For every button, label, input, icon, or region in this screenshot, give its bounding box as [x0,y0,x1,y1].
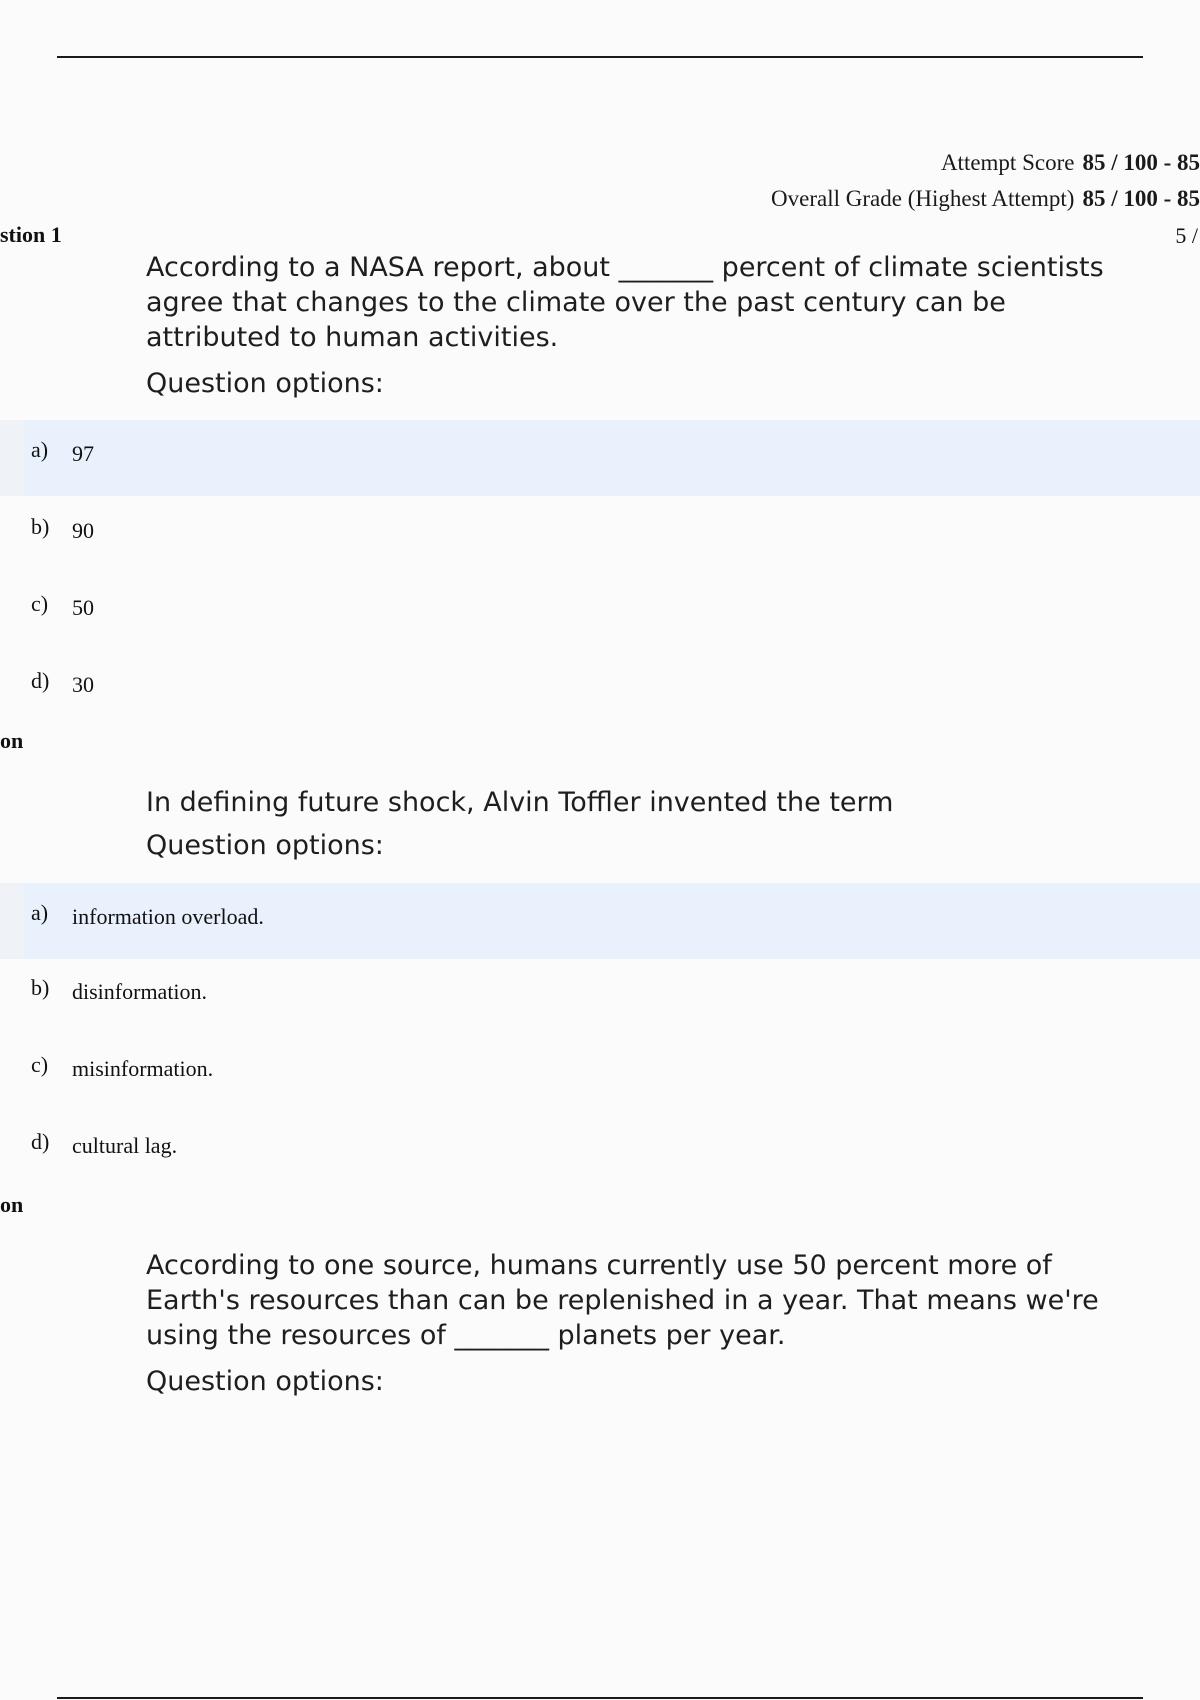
question-1-points: 5 / [1175,223,1198,248]
option-letter: a) [31,437,49,462]
option-text: 97 [72,441,94,466]
question-2-option-a[interactable] [0,883,1200,959]
option-letter: a) [31,900,49,925]
overall-grade [771,186,1200,212]
question-2-heading: on [0,728,24,753]
question-1-heading: stion 1 [0,222,62,247]
question-3-text: According to one source, humans currently use 50 percent more of Earth's resources than can be replenished in a year. That means we're using the resources of _______ planets per year. [146,1250,1099,1351]
overall-grade-label: Overall Grade (Highest Attempt) [771,186,1075,211]
question-2-option-d[interactable] [0,1112,1200,1188]
question-3-options-label: Question options: [146,1366,384,1397]
option-letter: b) [31,975,50,1000]
question-2-text: In defining future shock, Alvin Toffler invented the term [146,787,894,818]
option-text: 50 [72,595,94,620]
option-letter: d) [31,668,50,693]
question-2-options-label: Question options: [146,830,384,861]
top-rule [57,56,1143,58]
question-1-option-b[interactable] [0,497,1200,573]
question-3-heading: on [0,1192,24,1217]
option-text: information overload. [72,904,264,929]
question-1-text: According to a NASA report, about _______ percent of climate scientists agree that changes to the climate over the past century can be attributed to human activities. [146,252,1104,353]
option-letter: c) [31,591,49,616]
attempt-score [941,150,1200,176]
option-text: cultural lag. [72,1133,178,1158]
attempt-score-label: Attempt Score [940,150,1075,175]
bottom-rule [57,1697,1143,1699]
question-1-option-c[interactable] [0,574,1200,650]
attempt-score-value: 85 / 100 - 85 [1082,150,1200,175]
option-letter: b) [31,514,50,539]
question-2-option-b[interactable] [0,958,1200,1034]
option-letter: d) [31,1129,50,1154]
question-2-option-c[interactable] [0,1035,1200,1111]
overall-grade-value: 85 / 100 - 85 [1082,186,1200,211]
option-text: 30 [72,672,94,697]
option-text: disinformation. [72,979,208,1004]
option-letter: c) [31,1052,49,1077]
question-1-options-label: Question options: [146,368,384,399]
question-1-option-a[interactable] [0,420,1200,496]
option-text: 90 [72,518,94,543]
option-text: misinformation. [72,1056,214,1081]
question-1-option-d[interactable] [0,651,1200,727]
